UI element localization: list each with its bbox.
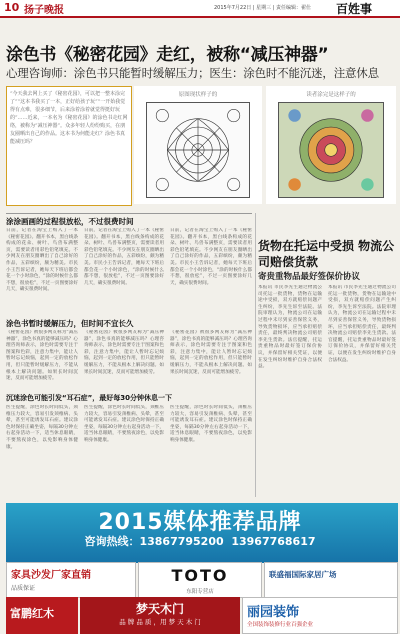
phone-2: 13967768617 xyxy=(231,535,316,548)
door-ad[interactable] xyxy=(80,597,240,634)
phone-1: 13867795200 xyxy=(139,535,224,548)
subhead: 心理咨询师：涂色书只能暂时缓解压力；医生：涂色时不能沉迷，注意休息 xyxy=(6,66,379,80)
paper-name: 扬子晚报 xyxy=(24,5,64,16)
section-title-2: 涂色书暂时缓解压力，但时间不宜长久 xyxy=(6,319,134,328)
section-body-1a: 日前，记者在淘宝上购入了一本《秘密花园》。翻开书本，黑白线条构成的花朵、树叶、鸟兽布满整页，需要读者用彩色铅笔填充。不少网友在朋友圈晒出了自己涂好的作品，五彩缤纷，颇为精美。市民小王告诉记者，她每天下班后都会花一个小时涂色，“涂的时候什么都不想，很放松”，不过一页图要涂好几天，确实很费时间。 xyxy=(6,228,78,293)
colored-illustration xyxy=(278,102,384,198)
deco-ad[interactable] xyxy=(242,597,398,634)
tile-name: 联盛福国际家居广场 xyxy=(269,570,337,579)
toto-ad[interactable] xyxy=(138,562,262,598)
section-body-2a: 《秘密花园》被很多网友称为“减压神器”，涂色书真的能够减压吗？心理咨询师表示，涂色时需要专注于图案和色彩，注意力集中，能让人暂时忘记烦恼，起到一定的放松作用，但只能暂时缓解压力，不能从根本上解决问题。如果长时间沉迷，反而可能增加疲劳。 xyxy=(6,330,78,382)
section-rule xyxy=(6,213,252,214)
section-body-3a: 医生提醒，涂色时长时间低头，颈椎压力较大，容易引发颈椎病、头晕，甚至可能诱发耳石症。建议涂色时保持正确坐姿，每隔30分钟左右起身活动一下，适当休息眼睛，不要熬夜涂色，以免影响身体健康。 xyxy=(6,405,78,450)
tile-ad[interactable] xyxy=(264,562,398,598)
colored-art-icon xyxy=(279,103,383,197)
toto-note: 东阳专营店 xyxy=(186,589,214,595)
dateline: 2015年7月22日 | 星期三 | 责任编辑：翟仕 xyxy=(214,5,311,11)
section-body-1b: 日前，记者在淘宝上购入了一本《秘密花园》。翻开书本，黑白线条构成的花朵、树叶、鸟兽布满整页，需要读者用彩色铅笔填充。不少网友在朋友圈晒出了自己涂好的作品，五彩缤纷，颇为精美。市民小王告诉记者，她每天下班后都会花一个小时涂色，“涂的时候什么都不想，很放松”，不过一页图要涂好几天，确实很费时间。 xyxy=(84,228,164,286)
section-body-2b: 《秘密花园》被很多网友称为“减压神器”，涂色书真的能够减压吗？心理咨询师表示，涂色时需要专注于图案和色彩，注意力集中，能让人暂时忘记烦恼，起到一定的放松作用，但只能暂时缓解压力，不能从根本上解决问题。如果长时间沉迷，反而可能增加疲劳。 xyxy=(84,330,164,375)
section-label: 百姓事 xyxy=(336,2,373,16)
column-divider xyxy=(255,213,256,497)
line-art-illustration xyxy=(146,102,250,198)
line-art-icon xyxy=(147,103,249,197)
headline: 涂色书《秘密花园》走红，被称“减压神器” xyxy=(6,45,329,65)
coloring-image-finished xyxy=(266,86,396,204)
furniture-ad[interactable] xyxy=(6,562,136,598)
toto-logo: TOTO xyxy=(171,566,229,585)
right-subhead: 寄贵重物品最好签保价协议 xyxy=(258,272,361,282)
door-slogan: 品 牌 品 质 ，用 梦 天 木 门 xyxy=(119,618,201,626)
image-caption-finished: 读者涂完是这样子的 xyxy=(306,92,356,98)
right-body-a: 本报讯 市民李先生通过物流公司托运一批货物，货物在运输途中受损，双方就赔偿问题产生纠纷，李先生诉至法院。法院审理认为，物流公司在运输过程中未尽到妥善保管义务，导致货物损坏，应当承担赔偿责任，最终判决物流公司赔偿李先生货款。法官提醒，托运贵重物品时最好签订保价协议，并保留好相关凭证，以便在发生纠纷时维护自身合法权益。 xyxy=(258,285,322,370)
image-caption-original: 原图现状样子的 xyxy=(178,92,218,98)
deco-slogan: 全国装饰装修行业百强企业 xyxy=(247,622,314,628)
furniture-tag: 品质保证 xyxy=(11,585,36,592)
section-body-2c: 《秘密花园》被很多网友称为“减压神器”，涂色书真的能够减压吗？心理咨询师表示，涂色时需要专注于图案和色彩，注意力集中，能让人暂时忘记烦恼，起到一定的放松作用，但只能暂时缓解压力，不能从根本上解决问题。如果长时间沉迷，反而可能增加疲劳。 xyxy=(170,330,252,375)
right-headline: 货物在托运中受损 物流公司赔偿货款 xyxy=(258,239,395,269)
deco-name: 丽园装饰 xyxy=(247,605,300,620)
banner-phones xyxy=(0,533,400,549)
door-name: 梦天木门 xyxy=(135,602,184,616)
section-body-3b: 医生提醒，涂色时长时间低头，颈椎压力较大，容易引发颈椎病、头晕，甚至可能诱发耳石症。建议涂色时保持正确坐姿，每隔30分钟左右起身活动一下，适当休息眼睛，不要熬夜涂色，以免影响身体健康。 xyxy=(84,405,164,443)
section-title-3: 沉迷涂色可能引发“耳石症”，最好每30分钟休息一下 xyxy=(6,394,172,402)
hotline-label: 咨询热线： xyxy=(84,535,140,548)
redwood-name: 富鹏红木 xyxy=(10,607,54,620)
section-body-3c: 医生提醒，涂色时长时间低头，颈椎压力较大，容易引发颈椎病、头晕，甚至可能诱发耳石症。建议涂色时保持正确坐姿，每隔30分钟左右起身活动一下，适当休息眼睛，不要熬夜涂色，以免影响身体健康。 xyxy=(170,405,252,443)
section-body-1c: 日前，记者在淘宝上购入了一本《秘密花园》。翻开书本，黑白线条构成的花朵、树叶、鸟兽布满整页，需要读者用彩色铅笔填充。不少网友在朋友圈晒出了自己涂好的作品，五彩缤纷，颇为精美。市民小王告诉记者，她每天下班后都会花一个小时涂色，“涂的时候什么都不想，很放松”，不过一页图要涂好几天，确实很费时间。 xyxy=(170,228,252,286)
right-body-b: 本报讯 市民李先生通过物流公司托运一批货物，货物在运输途中受损，双方就赔偿问题产生纠纷，李先生诉至法院。法院审理认为，物流公司在运输过程中未尽到妥善保管义务，导致货物损坏，应当承担赔偿责任，最终判决物流公司赔偿李先生货款。法官提醒，托运贵重物品时最好签订保价协议，并保留好相关凭证，以便在发生纠纷时维护自身合法权益。 xyxy=(328,285,396,363)
banner-title: 2015媒体推荐品牌 xyxy=(98,510,302,535)
coloring-image-original xyxy=(134,86,262,204)
intro-text: “今天我去网上买了《秘密花园》，可以把一整本涂完了”“这本书我买了一本，正好给孩子玩”“一开始我觉得有点难，很多细节，后来涂着涂着就觉得挺好玩的”……近来，一本名为《秘密花园》的涂色书走红网络，被称为“减压神器”。众多年轻人纷纷购买，在朋友圈晒出自己的作品。这本书为何能走红？涂色书真能减压吗？ xyxy=(10,91,128,145)
redwood-ad[interactable] xyxy=(6,597,78,634)
furniture-name: 家具沙发厂家直销 xyxy=(11,570,91,581)
section-title-1: 涂涂画画的过程很放松，不过很费时间 xyxy=(6,217,134,226)
page-number: 10 xyxy=(4,1,20,14)
